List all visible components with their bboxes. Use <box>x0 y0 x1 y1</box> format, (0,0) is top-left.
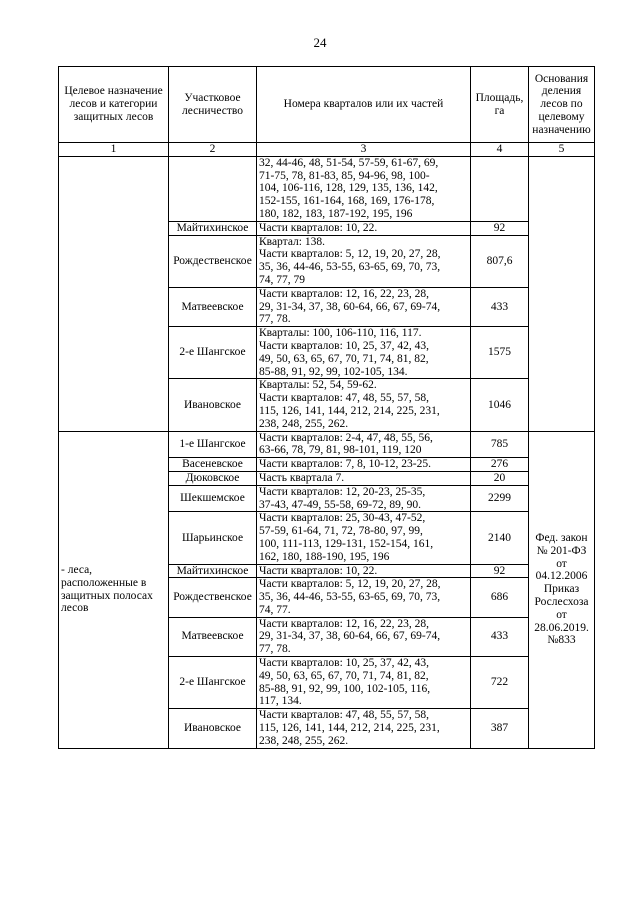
quarters-line: Кварталы: 100, 106-110, 116, 117. <box>259 327 422 340</box>
forestry-cell: Майтихинское <box>169 221 257 235</box>
quarters-line: Части кварталов: 5, 12, 19, 20, 27, 28, <box>259 578 441 591</box>
quarters-line: 35, 36, 44-46, 53-55, 63-65, 69, 70, 73, <box>259 591 441 604</box>
header-quarters: Номера кварталов или их частей <box>257 67 471 143</box>
quarters-line: Части кварталов: 10, 25, 37, 42, 43, <box>259 339 430 352</box>
quarters-line: 32, 44-46, 48, 51-54, 57-59, 61-67, 69, <box>259 156 439 169</box>
table-row <box>59 156 595 221</box>
quarters-cell <box>257 458 471 472</box>
quarters-line: 85-88, 91, 92, 99, 100, 102-105, 116, <box>259 682 431 695</box>
quarters-cell <box>257 709 471 748</box>
quarters-line: 37-43, 47-49, 55-58, 69-72, 89, 90. <box>259 498 421 511</box>
area-cell: 2299 <box>471 485 529 512</box>
forestry-cell: 2-е Шангское <box>169 657 257 709</box>
area-cell: 2140 <box>471 512 529 564</box>
quarters-line: 180, 182, 183, 187-192, 195, 196 <box>259 207 413 220</box>
quarters-line: Части кварталов: 2-4, 47, 48, 55, 56, <box>259 431 433 444</box>
area-cell: 807,6 <box>471 235 529 287</box>
quarters-line: 29, 31-34, 37, 38, 60-64, 66, 67, 69-74, <box>259 630 441 643</box>
forestry-cell: Дюковское <box>169 471 257 485</box>
quarters-line: 49, 50, 63, 65, 67, 70, 71, 74, 81, 82, <box>259 352 429 365</box>
area-cell: 686 <box>471 578 529 617</box>
column-number: 5 <box>529 143 595 157</box>
area-cell: 433 <box>471 617 529 656</box>
quarters-line: 115, 126, 141, 144, 212, 214, 225, 231, <box>259 404 440 417</box>
quarters-line: 85-88, 91, 92, 99, 102-105, 134. <box>259 365 408 378</box>
quarters-line: 238, 248, 255, 262. <box>259 417 349 430</box>
quarters-line: 57-59, 61-64, 71, 72, 78-80, 97, 99, <box>259 525 423 538</box>
quarters-line: 115, 126, 141, 144, 212, 214, 225, 231, <box>259 722 440 735</box>
area-cell <box>471 156 529 221</box>
quarters-cell <box>257 221 471 235</box>
header-area: Площадь, га <box>471 67 529 143</box>
quarters-line: 77, 78. <box>259 643 291 656</box>
header-forestry: Участковое лесничество <box>169 67 257 143</box>
quarters-line: 152-155, 161-164, 168, 169, 176-178, <box>259 195 435 208</box>
quarters-cell <box>257 485 471 512</box>
quarters-line: Части кварталов: 12, 16, 22, 23, 28, <box>259 287 430 300</box>
quarters-cell <box>257 512 471 564</box>
forest-division-table <box>58 66 595 749</box>
forestry-cell: Рождественское <box>169 578 257 617</box>
header-purpose: Целевое назначение лесов и категории защитных лесов <box>59 67 169 143</box>
quarters-cell <box>257 431 471 458</box>
quarters-cell <box>257 235 471 287</box>
quarters-line: Части кварталов: 7, 8, 10-12, 23-25. <box>259 458 431 471</box>
area-cell: 1575 <box>471 327 529 379</box>
quarters-line: Кварталы: 52, 54, 59-62. <box>259 379 377 392</box>
quarters-line: 77, 78. <box>259 313 291 326</box>
quarters-cell <box>257 564 471 578</box>
area-cell: 785 <box>471 431 529 458</box>
forestry-cell: Матвеевское <box>169 617 257 656</box>
quarters-line: Части кварталов: 47, 48, 55, 57, 58, <box>259 709 430 722</box>
quarters-cell <box>257 287 471 326</box>
column-numbers-row <box>59 143 595 157</box>
quarters-line: 63-66, 78, 79, 81, 98-101, 119, 120 <box>259 444 422 457</box>
area-cell: 20 <box>471 471 529 485</box>
column-number: 2 <box>169 143 257 157</box>
quarters-line: Части кварталов: 47, 48, 55, 57, 58, <box>259 392 430 405</box>
column-number: 1 <box>59 143 169 157</box>
forestry-cell <box>169 156 257 221</box>
forestry-cell: Матвеевское <box>169 287 257 326</box>
forestry-cell: Васеневское <box>169 458 257 472</box>
area-cell: 1046 <box>471 379 529 431</box>
table-header-row <box>59 67 595 143</box>
quarters-line: 117, 134. <box>259 695 302 708</box>
column-number: 3 <box>257 143 471 157</box>
quarters-cell <box>257 657 471 709</box>
quarters-line: 71-75, 78, 81-83, 85, 94-96, 98, 100- <box>259 169 430 182</box>
area-cell: 722 <box>471 657 529 709</box>
quarters-cell <box>257 471 471 485</box>
quarters-line: Части кварталов: 10, 22. <box>259 221 378 234</box>
header-basis: Основания деления лесов по целевому назначению <box>529 67 595 143</box>
column-number: 4 <box>471 143 529 157</box>
table-row <box>59 431 595 458</box>
basis-cell: Фед. закон № 201-ФЗ от 04.12.2006 Приказ Рослесхоза от 28.06.2019. №833 <box>529 431 595 748</box>
quarters-line: Часть квартала 7. <box>259 471 345 484</box>
table-body <box>59 156 595 748</box>
quarters-line: 74, 77. <box>259 603 291 616</box>
forestry-cell: 2-е Шангское <box>169 327 257 379</box>
forestry-cell: Ивановское <box>169 379 257 431</box>
basis-cell <box>529 156 595 431</box>
quarters-cell <box>257 156 471 221</box>
area-cell: 276 <box>471 458 529 472</box>
category-cell <box>59 156 169 431</box>
forestry-cell: Ивановское <box>169 709 257 748</box>
page-number: 24 <box>313 35 327 50</box>
quarters-line: 104, 106-116, 128, 129, 135, 136, 142, <box>259 182 438 195</box>
forestry-cell: Шарьинское <box>169 512 257 564</box>
quarters-line: 35, 36, 44-46, 53-55, 63-65, 69, 70, 73, <box>259 261 441 274</box>
quarters-line: 29, 31-34, 37, 38, 60-64, 66, 67, 69-74, <box>259 300 441 313</box>
quarters-line: Части кварталов: 12, 20-23, 25-35, <box>259 485 426 498</box>
quarters-line: Части кварталов: 10, 25, 37, 42, 43, <box>259 657 430 670</box>
quarters-line: 162, 180, 188-190, 195, 196 <box>259 550 390 563</box>
quarters-line: Части кварталов: 5, 12, 19, 20, 27, 28, <box>259 248 441 261</box>
area-cell: 387 <box>471 709 529 748</box>
forestry-cell: Майтихинское <box>169 564 257 578</box>
quarters-cell <box>257 578 471 617</box>
quarters-line: Квартал: 138. <box>259 235 325 248</box>
quarters-cell <box>257 379 471 431</box>
quarters-line: 238, 248, 255, 262. <box>259 734 349 747</box>
quarters-cell <box>257 617 471 656</box>
quarters-line: Части кварталов: 25, 30-43, 47-52, <box>259 512 426 525</box>
area-cell: 92 <box>471 221 529 235</box>
quarters-line: Части кварталов: 12, 16, 22, 23, 28, <box>259 617 430 630</box>
forestry-cell: Шекшемское <box>169 485 257 512</box>
quarters-cell <box>257 327 471 379</box>
quarters-line: 100, 111-113, 129-131, 152-154, 161, <box>259 537 434 550</box>
area-cell: 433 <box>471 287 529 326</box>
quarters-line: 74, 77, 79 <box>259 273 305 286</box>
category-cell: - леса, расположенные в защитных полосах лесов <box>59 431 169 748</box>
forestry-cell: Рождественское <box>169 235 257 287</box>
area-cell: 92 <box>471 564 529 578</box>
forestry-cell: 1-е Шангское <box>169 431 257 458</box>
quarters-line: Части кварталов: 10, 22. <box>259 564 378 577</box>
quarters-line: 49, 50, 63, 65, 67, 70, 71, 74, 81, 82, <box>259 669 429 682</box>
